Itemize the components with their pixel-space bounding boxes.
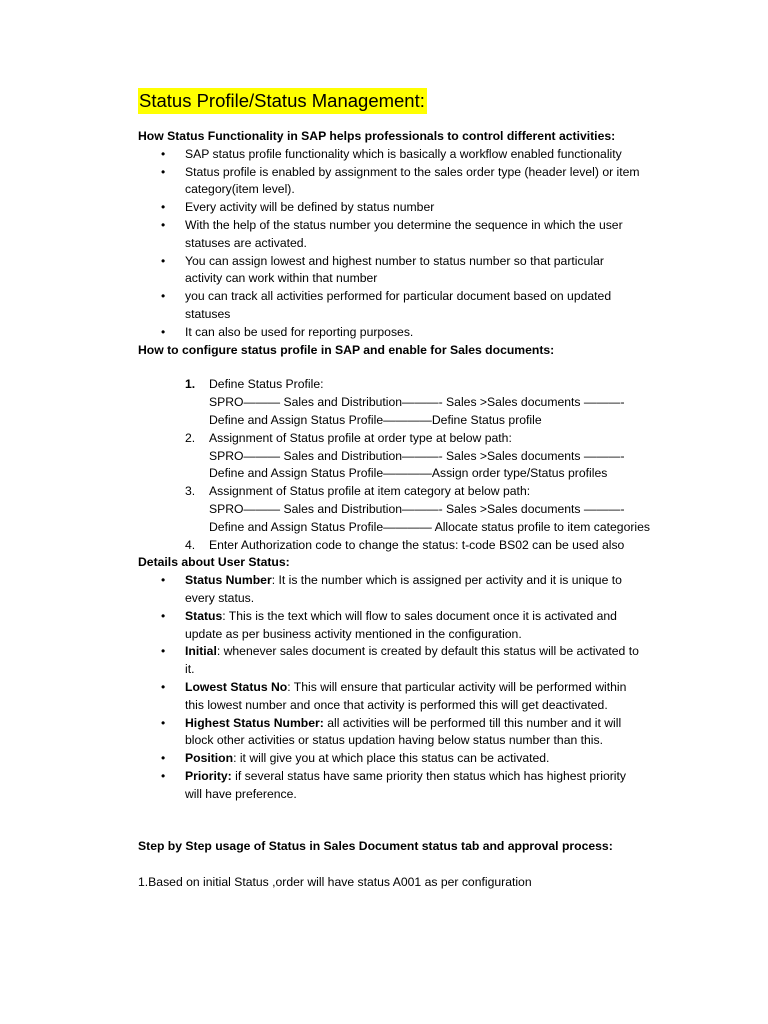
page-title: Status Profile/Status Management: <box>138 88 427 114</box>
step-number: 2. <box>185 430 196 445</box>
list-item: • It can also be used for reporting purposes. <box>138 324 683 342</box>
step-number: 3. <box>185 484 196 499</box>
term-label: Status <box>185 608 223 623</box>
list-item: • Initial: whenever sales document is created by default this status will be activated to it. <box>161 644 639 677</box>
bullet-icon: • <box>161 164 166 179</box>
list-item: • SAP status profile functionality which is basically a workflow enabled functionality <box>138 146 683 164</box>
bullet-icon: • <box>161 573 166 588</box>
list-item: • Lowest Status No: This will ensure that particular activity will be performed within this lowest number and once that activity is performed this will get deactivated. <box>161 679 627 712</box>
list-item: • With the help of the status number you determine the sequence in which the user statuses are activated. <box>161 217 623 250</box>
functionality-list <box>138 146 683 342</box>
term-label: Position <box>185 751 234 766</box>
step-by-step-text: 1.Based on initial Status ,order will have status A001 as per configuration <box>138 875 532 890</box>
section-heading-functionality: How Status Functionality in SAP helps professionals to control different activities: <box>138 129 616 143</box>
term-label: Lowest Status No <box>185 679 288 694</box>
document-page <box>138 88 683 892</box>
term-label: Initial <box>185 644 217 659</box>
section-heading-user-status: Details about User Status: <box>138 555 290 570</box>
step-item: 1. Define Status Profile: SPRO——— Sales and Distribution———- Sales >Sales documents ———- Define and Assign Status Profile————Define Status profile <box>185 377 625 427</box>
term-label: Priority: <box>185 768 232 783</box>
bullet-icon: • <box>161 608 166 623</box>
step-item: 4. Enter Authorization code to change the status: t-code BS02 can be used also <box>138 537 683 555</box>
bullet-icon: • <box>161 679 166 694</box>
bullet-icon: • <box>161 644 166 659</box>
step-number: 4. <box>185 537 196 552</box>
bullet-icon: • <box>161 200 166 215</box>
bullet-icon: • <box>161 146 166 161</box>
list-item: • Status Number: It is the number which is assigned per activity and it is unique to every status. <box>161 573 622 605</box>
bullet-icon: • <box>161 768 166 783</box>
step-number: 1. <box>185 377 196 392</box>
spacer <box>138 803 683 838</box>
step-item: 2. Assignment of Status profile at order type at below path: SPRO——— Sales and Distribution———- Sales >Sales documents ———- Define and Assign Status Profile————Assign order type/Status profiles <box>185 430 625 481</box>
list-item: • You can assign lowest and highest number to status number so that particular activity can work within that number <box>161 253 604 286</box>
section-heading-step-by-step: Step by Step usage of Status in Sales Document status tab and approval process: <box>138 839 613 854</box>
user-status-list <box>138 572 683 803</box>
list-item: • Every activity will be defined by status number <box>138 199 683 217</box>
bullet-icon: • <box>161 289 166 304</box>
bullet-icon: • <box>161 715 166 730</box>
term-label: Highest Status Number: <box>185 715 324 730</box>
spacer <box>138 856 683 874</box>
list-item: • Status: This is the text which will flow to sales document once it is activated and update as per business activity mentioned in the configuration. <box>161 608 617 641</box>
section-heading-configure: How to configure status profile in SAP and enable for Sales documents: <box>138 342 555 357</box>
list-item: • Highest Status Number: all activities will be performed till this number and it will block other activities or status updation having below status number than this. <box>161 715 622 748</box>
bullet-icon: • <box>161 253 166 268</box>
list-item: • you can track all activities performed for particular document based on updated statuses <box>161 289 612 321</box>
term-label: Status Number <box>185 573 272 588</box>
bullet-icon: • <box>161 324 166 339</box>
configure-steps-list <box>138 376 683 554</box>
list-item: • Priority: if several status have same priority then status which has highest priority will have preference. <box>161 768 626 801</box>
bullet-icon: • <box>161 217 166 232</box>
step-item: 3. Assignment of Status profile at item category at below path: SPRO——— Sales and Distribution———- Sales >Sales documents ———- Define and Assign Status Profile———— Allocate status profile to item categories <box>185 484 650 534</box>
list-item: • Status profile is enabled by assignment to the sales order type (header level) or item category(item level). <box>161 164 640 197</box>
list-item: • Position: it will give you at which place this status can be activated. <box>138 750 683 768</box>
bullet-icon: • <box>161 751 166 766</box>
